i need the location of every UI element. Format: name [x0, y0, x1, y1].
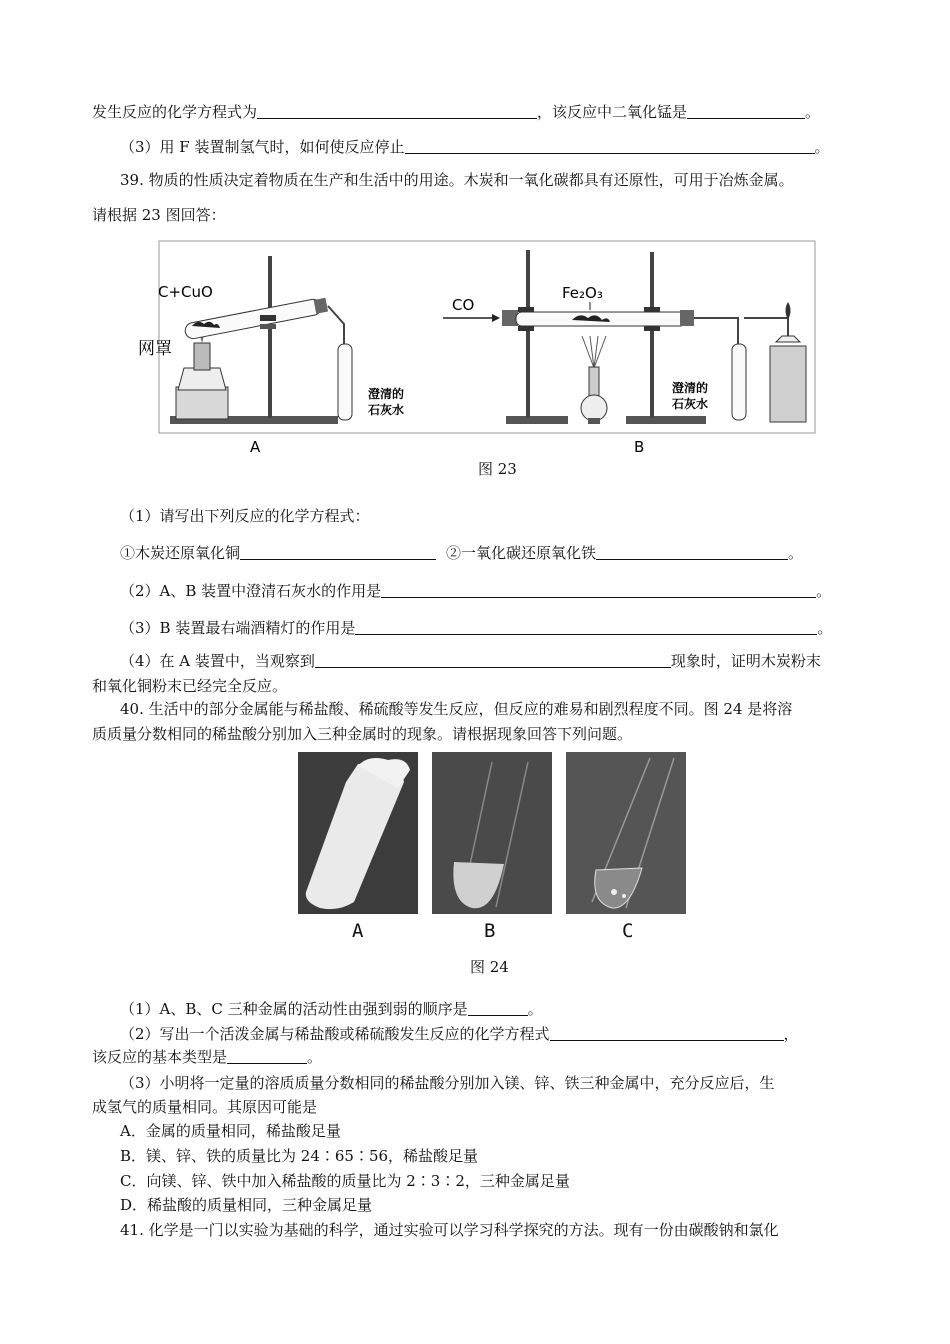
- label-apparatus-b: B: [634, 438, 645, 456]
- photo-label-b: B: [484, 920, 496, 942]
- q40-part1: （1）A、B、C 三种金属的活动性由强到弱的顺序是 。: [120, 1000, 543, 1018]
- label-limewater-b-line2: 石灰水: [672, 397, 709, 411]
- label-c-cuo: C+CuO: [158, 283, 213, 301]
- q39-stem-line1: 39. 物质的性质决定着物质在生产和生活中的用途。木炭和一氧化碳都具有还原性，可用于冶炼金属。: [120, 171, 794, 189]
- q40-part3-line1: （3）小明将一定量的溶质质量分数相同的稀盐酸分别加入镁、锌、铁三种金属中，充分反应后，生: [120, 1074, 775, 1092]
- q39-part3: （3）B 装置最右端酒精灯的作用是 。: [120, 619, 833, 637]
- label-limewater-b-line1: 澄清的: [672, 381, 709, 395]
- photo-tube-a: [298, 752, 418, 914]
- answer-blank[interactable]: [227, 1047, 307, 1064]
- photo-tube-c: [566, 752, 686, 914]
- label-gauze: 网罩: [138, 339, 172, 359]
- q38-line1: 发生反应的化学方程式为 ，该反应中二氧化锰是 。: [92, 103, 821, 121]
- figure-23-apparatus: [138, 240, 818, 462]
- q41-stem-line1: 41. 化学是一门以实验为基础的科学，通过实验可以学习科学探究的方法。现有一份由碳酸钠和氯化: [120, 1221, 779, 1239]
- q40-part3-line2: 成氢气的质量相同。其原因可能是: [92, 1098, 318, 1116]
- q40-stem-line1: 40. 生活中的部分金属能与稀盐酸、稀硫酸等发生反应，但反应的难易和剧烈程度不同。图 24 是将溶: [120, 700, 793, 718]
- q40-option-c[interactable]: C．向镁、锌、铁中加入稀盐酸的质量比为 2∶3∶2，三种金属足量: [120, 1172, 570, 1190]
- label-fe2o3: Fe₂O₃: [562, 284, 603, 302]
- q40-part2-type: 该反应的基本类型是 。: [92, 1048, 323, 1066]
- q39-part4: （4）在 A 装置中，当观察到 现象时，证明木炭粉末: [120, 652, 821, 670]
- answer-blank[interactable]: [687, 102, 805, 119]
- q38-part3: （3）用 F 装置制氢气时，如何使反应停止 。: [120, 138, 830, 156]
- label-limewater-a-line2: 石灰水: [368, 403, 405, 417]
- answer-blank[interactable]: [596, 543, 788, 560]
- q39-part1: （1）请写出下列反应的化学方程式：: [120, 507, 370, 525]
- q39-part1-equations: ①木炭还原氧化铜 ②一氧化碳还原氧化铁 。: [120, 544, 804, 562]
- q40-option-b[interactable]: B．镁、锌、铁的质量比为 24∶65∶56，稀盐酸足量: [120, 1147, 479, 1165]
- answer-blank[interactable]: [240, 543, 436, 560]
- q40-option-a[interactable]: A．金属的质量相同，稀盐酸足量: [120, 1122, 341, 1140]
- photo-label-a: A: [352, 920, 364, 942]
- answer-blank[interactable]: [257, 102, 537, 119]
- answer-blank[interactable]: [405, 137, 815, 154]
- answer-blank[interactable]: [355, 618, 817, 635]
- figure-23-caption: 图 23: [478, 460, 517, 478]
- q39-part2: （2）A、B 装置中澄清石灰水的作用是 。: [120, 582, 832, 600]
- figure-24-caption: 图 24: [470, 958, 509, 976]
- q40-option-d[interactable]: D．稀盐酸的质量相同，三种金属足量: [120, 1196, 373, 1214]
- answer-blank[interactable]: [315, 651, 671, 668]
- label-co: CO: [452, 296, 475, 314]
- q40-part2: （2）写出一个活泼金属与稀盐酸或稀硫酸发生反应的化学方程式 ，: [120, 1025, 799, 1043]
- q40-stem-line2: 质质量分数相同的稀盐酸分别加入三种金属时的现象。请根据现象回答下列问题。: [92, 725, 633, 743]
- label-limewater-a-line1: 澄清的: [368, 387, 405, 401]
- answer-blank[interactable]: [550, 1024, 784, 1041]
- photo-tube-b: [432, 752, 552, 914]
- answer-blank[interactable]: [381, 581, 816, 598]
- photo-label-c: C: [622, 920, 634, 942]
- answer-blank[interactable]: [468, 999, 528, 1016]
- label-apparatus-a: A: [250, 438, 261, 456]
- q39-part4-cont: 和氧化铜粉末已经完全反应。: [92, 677, 288, 695]
- q39-stem-line2: 请根据 23 图回答：: [92, 206, 226, 224]
